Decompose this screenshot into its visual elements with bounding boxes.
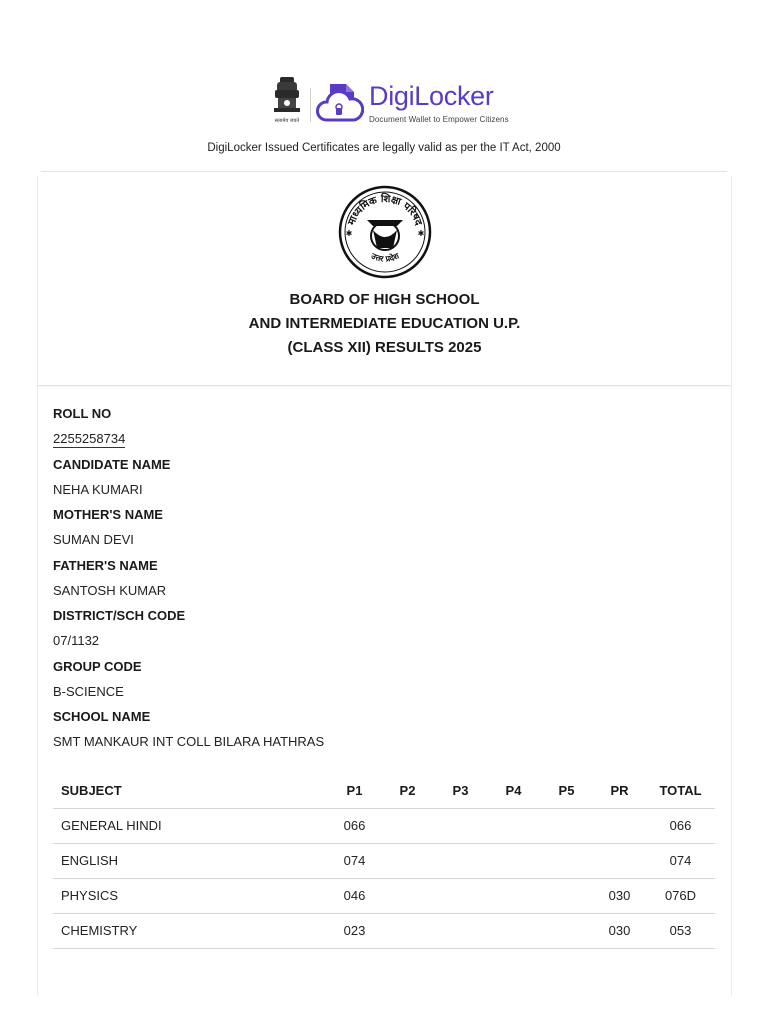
marks-header-row: [53, 773, 715, 808]
candidate-name-value: NEHA KUMARI: [53, 481, 143, 497]
legal-validity-note: DigiLocker Issued Certificates are legally valid as per the IT Act, 2000: [207, 142, 561, 154]
p5-cell: [540, 808, 593, 843]
svg-text:✱: ✱: [345, 229, 353, 238]
table-row: [53, 808, 715, 843]
p3-cell: [434, 913, 487, 948]
group-code-value: B-SCIENCE: [53, 683, 124, 699]
pr-cell: 030: [593, 913, 646, 948]
roll-no-label: ROLL NO: [53, 406, 112, 421]
col-header-total: TOTAL: [646, 773, 715, 808]
district-code-value: 07/1132: [53, 633, 100, 648]
digilocker-brand: DigiLocker: [369, 81, 494, 111]
table-row: [53, 878, 715, 913]
mother-name-value: SUMAN DEVI: [53, 532, 134, 547]
table-row: [53, 843, 715, 878]
svg-text:उत्तर प्रदेश: उत्तर प्रदेश: [369, 251, 401, 264]
col-header-p3: P3: [434, 773, 487, 808]
p4-cell: [487, 843, 540, 878]
col-header-p4: P4: [487, 773, 540, 808]
group-code-label: GROUP CODE: [53, 658, 142, 674]
father-name-value: SANTOSH KUMAR: [53, 582, 167, 598]
subject-cell: PHYSICS: [53, 878, 328, 913]
marks-table: [53, 773, 715, 949]
p5-cell: [540, 843, 593, 878]
subject-cell: GENERAL HINDI: [53, 808, 328, 843]
p4-cell: [487, 808, 540, 843]
roll-no-link[interactable]: 2255258734: [53, 431, 126, 446]
candidate-details: [53, 404, 713, 758]
board-title-line-2: AND INTERMEDIATE EDUCATION U.P.: [248, 315, 521, 332]
total-cell: 066: [646, 808, 715, 843]
father-name-label: FATHER'S NAME: [53, 557, 158, 573]
p1-cell: 046: [328, 878, 381, 913]
candidate-name-label: CANDIDATE NAME: [53, 456, 171, 472]
p3-cell: [434, 878, 487, 913]
p1-cell: 023: [328, 913, 381, 948]
p2-cell: [381, 808, 434, 843]
school-name-label: SCHOOL NAME: [53, 709, 151, 724]
board-title-line-1: BOARD OF HIGH SCHOOL: [289, 291, 480, 308]
total-cell: 076D: [646, 878, 715, 913]
p5-cell: [540, 878, 593, 913]
svg-text:✱: ✱: [417, 229, 425, 238]
col-header-pr: PR: [593, 773, 646, 808]
board-seal-icon: [337, 184, 433, 280]
p2-cell: [381, 878, 434, 913]
header-rule: [41, 171, 727, 172]
roll-no-value[interactable]: [53, 429, 713, 455]
board-title: [38, 288, 731, 360]
p3-cell: [434, 808, 487, 843]
digilocker-logo-icon: [316, 80, 364, 126]
pr-cell: 030: [593, 878, 646, 913]
p5-cell: [540, 913, 593, 948]
subject-cell: ENGLISH: [53, 843, 328, 878]
school-name-value: SMT MANKAUR INT COLL BILARA HATHRAS: [53, 734, 325, 749]
p1-cell: 066: [328, 808, 381, 843]
p4-cell: [487, 878, 540, 913]
p2-cell: [381, 913, 434, 948]
svg-text:माध्यमिक शिक्षा परिषद: माध्यमिक शिक्षा परिषद: [346, 193, 424, 227]
total-cell: 053: [646, 913, 715, 948]
district-code-label: DISTRICT/SCH CODE: [53, 608, 186, 623]
digilocker-header: [0, 72, 768, 132]
national-emblem-icon: [269, 76, 305, 126]
digilocker-tagline: Document Wallet to Empower Citizens: [369, 115, 509, 124]
svg-text:सत्यमेव जयते: सत्यमेव जयते: [274, 118, 300, 124]
col-header-p2: P2: [381, 773, 434, 808]
total-cell: 074: [646, 843, 715, 878]
col-header-subject: SUBJECT: [53, 773, 328, 808]
board-title-line-3: (CLASS XII) RESULTS 2025: [287, 339, 482, 356]
p1-cell: 074: [328, 843, 381, 878]
col-header-p5: P5: [540, 773, 593, 808]
p4-cell: [487, 913, 540, 948]
table-row: [53, 913, 715, 948]
p2-cell: [381, 843, 434, 878]
header-divider: [310, 88, 311, 122]
col-header-p1: P1: [328, 773, 381, 808]
subject-cell: CHEMISTRY: [53, 913, 328, 948]
mother-name-label: MOTHER'S NAME: [53, 507, 163, 522]
result-card-header: [38, 176, 731, 386]
p3-cell: [434, 843, 487, 878]
pr-cell: [593, 843, 646, 878]
pr-cell: [593, 808, 646, 843]
